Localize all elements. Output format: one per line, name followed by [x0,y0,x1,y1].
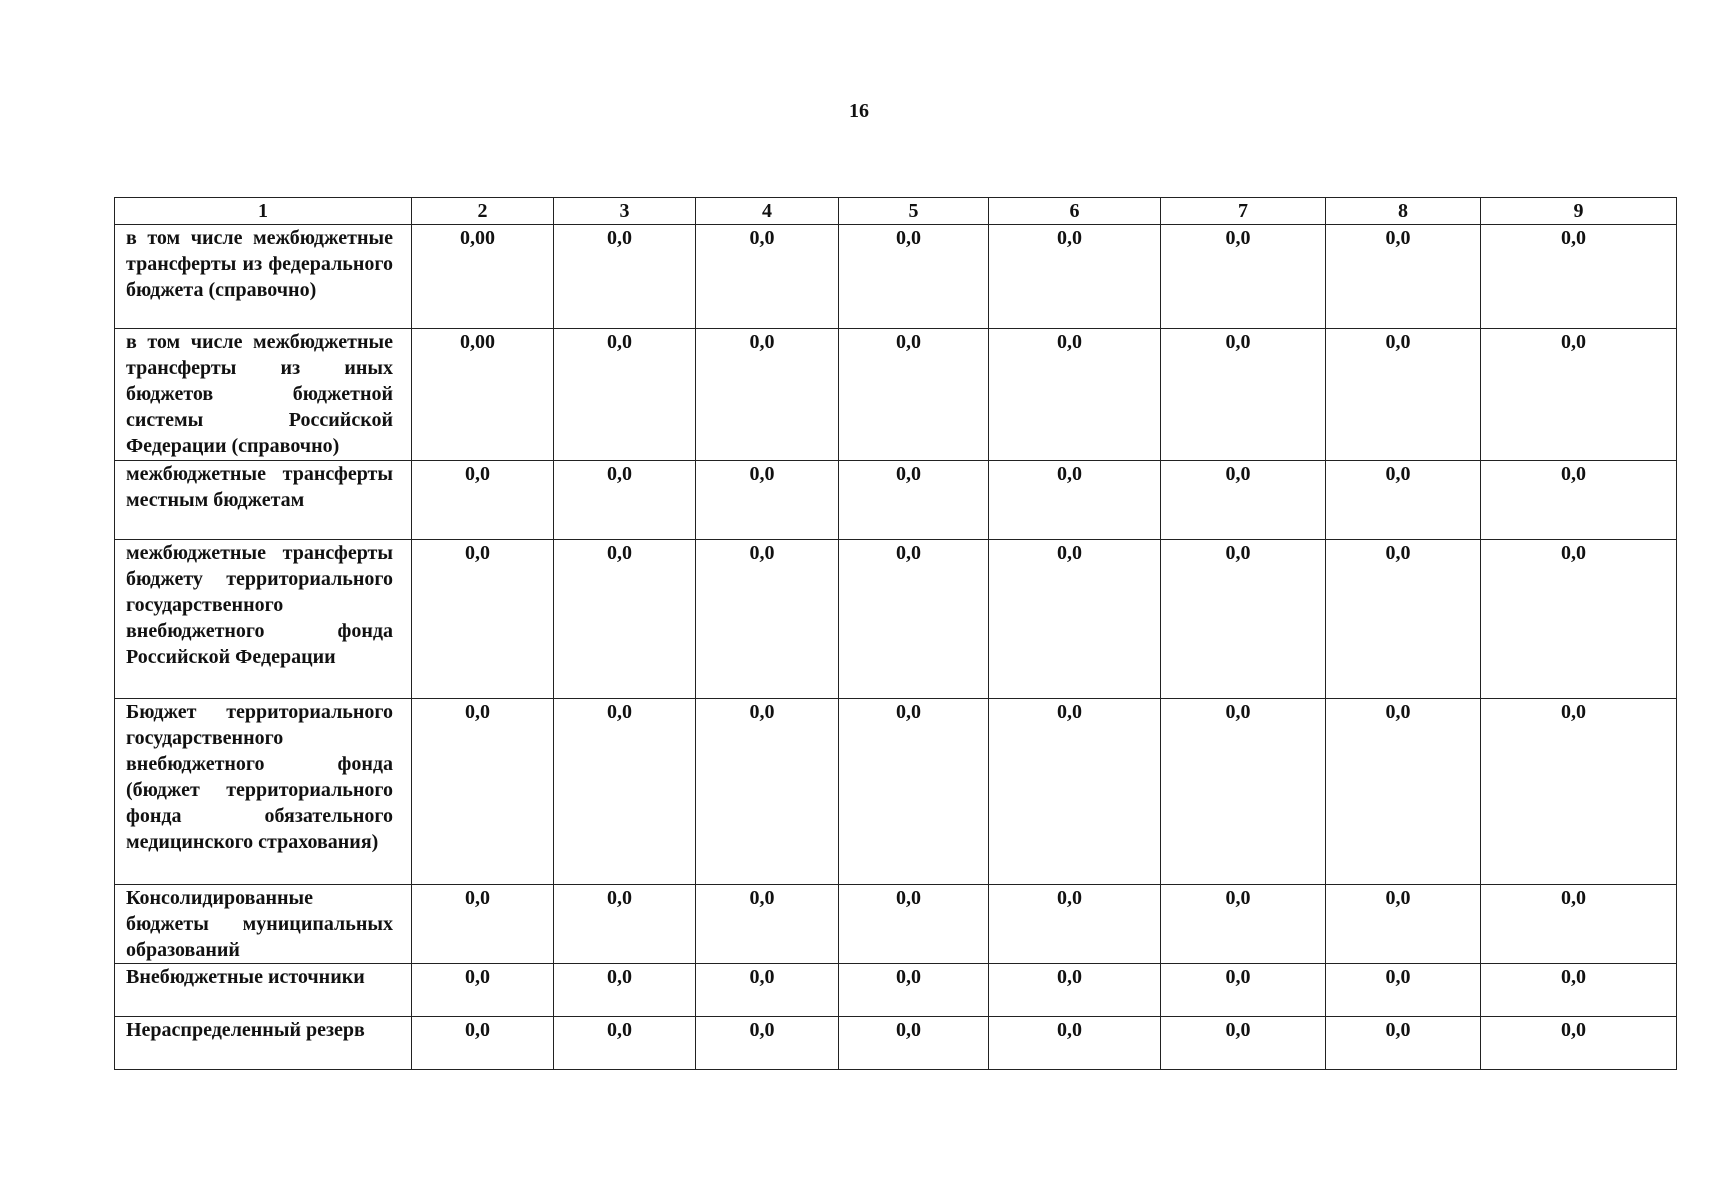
cell-value: 0,0 [896,463,921,485]
value-cell [696,1017,839,1070]
value-cell [1161,964,1326,1017]
value-cell [989,964,1161,1017]
cell-value: 0,0 [1385,966,1411,988]
cell-value: 0,0 [1561,227,1586,249]
cell-value: 0,0 [1225,227,1251,249]
value-cell [412,461,554,540]
row-label: Внебюджетные источники [115,964,412,1017]
row-label: в том числе межбюджетные трансферты из иных бюджетов бюджетной системы Российской Федерации (справочно) [115,329,412,461]
value-cell [696,329,839,461]
cell-value: 0,0 [1057,227,1082,249]
cell-value: 0,0 [1385,701,1411,723]
value-cell [1481,540,1677,699]
value-cell [839,461,989,540]
cell-value: 0,0 [607,1019,632,1041]
value-cell [1481,699,1677,885]
value-cell [554,699,696,885]
cell-value: 0,0 [896,331,921,353]
value-cell [412,699,554,885]
value-cell [1326,1017,1481,1070]
page-number: 16 [849,100,869,122]
value-cell [696,964,839,1017]
cell-value: 0,0 [1385,1019,1411,1041]
cell-value: 0,0 [896,1019,921,1041]
cell-value: 0,0 [896,227,921,249]
cell-value: 0,0 [749,331,775,353]
value-cell [1481,1017,1677,1070]
value-cell [412,885,554,964]
cell-value: 0,0 [1561,1019,1586,1041]
value-cell [1161,225,1326,329]
column-header: 6 [989,198,1161,225]
value-cell [1481,461,1677,540]
column-header: 3 [554,198,696,225]
value-cell [1481,964,1677,1017]
table-row [115,461,1677,540]
cell-value: 0,0 [1385,463,1411,485]
value-cell [412,1017,554,1070]
value-cell [412,225,554,329]
cell-value: 0,0 [749,887,775,909]
cell-value: 0,0 [1225,331,1251,353]
value-cell [696,885,839,964]
table-row [115,329,1677,461]
cell-value: 0,0 [896,542,921,564]
column-header: 9 [1481,198,1677,225]
row-label: межбюджетные трансферты местным бюджетам [115,461,412,540]
cell-value: 0,0 [1057,701,1082,723]
cell-value: 0,0 [607,542,632,564]
value-cell [696,540,839,699]
value-cell [989,1017,1161,1070]
value-cell [1326,885,1481,964]
value-cell [1326,461,1481,540]
table-row [115,1017,1677,1070]
cell-value: 0,0 [1561,966,1586,988]
value-cell [1326,699,1481,885]
value-cell [839,964,989,1017]
cell-value: 0,0 [1385,227,1411,249]
cell-value: 0,0 [1225,542,1251,564]
cell-value: 0,0 [896,701,921,723]
cell-value: 0,0 [1385,887,1411,909]
value-cell [696,699,839,885]
table-row [115,699,1677,885]
cell-value: 0,0 [749,966,775,988]
value-cell [1481,225,1677,329]
cell-value: 0,0 [465,542,490,564]
table-row [115,964,1677,1017]
value-cell [554,885,696,964]
cell-value: 0,0 [749,701,775,723]
table-row [115,540,1677,699]
value-cell [696,225,839,329]
value-cell [554,1017,696,1070]
value-cell [1161,1017,1326,1070]
value-cell [1161,461,1326,540]
value-cell [839,885,989,964]
value-cell [839,540,989,699]
cell-value: 0,0 [1561,701,1586,723]
table-row [115,885,1677,964]
value-cell [554,225,696,329]
cell-value: 0,0 [1057,542,1082,564]
cell-value: 0,0 [1225,966,1251,988]
table-row [115,225,1677,329]
cell-value: 0,0 [896,966,921,988]
value-cell [1161,885,1326,964]
cell-value: 0,0 [465,887,490,909]
cell-value: 0,0 [1561,542,1586,564]
value-cell [554,540,696,699]
value-cell [1326,964,1481,1017]
value-cell [412,540,554,699]
row-label: Консолидированные бюджеты муниципальных образований [115,885,412,964]
value-cell [412,329,554,461]
cell-value: 0,0 [465,463,490,485]
cell-value: 0,0 [1225,1019,1251,1041]
value-cell [554,461,696,540]
value-cell [1161,540,1326,699]
cell-value: 0,0 [1385,542,1411,564]
cell-value: 0,0 [465,1019,490,1041]
cell-value: 0,0 [1057,463,1082,485]
value-cell [989,699,1161,885]
cell-value: 0,00 [460,227,495,249]
cell-value: 0,0 [1057,1019,1082,1041]
value-cell [1481,329,1677,461]
value-cell [1481,885,1677,964]
cell-value: 0,0 [1057,966,1082,988]
cell-value: 0,0 [1385,331,1411,353]
cell-value: 0,0 [607,966,632,988]
cell-value: 0,0 [607,227,632,249]
column-header: 2 [412,198,554,225]
value-cell [989,461,1161,540]
value-cell [1326,225,1481,329]
value-cell [839,329,989,461]
table-body [115,225,1677,1070]
value-cell [839,1017,989,1070]
cell-value: 0,0 [749,463,775,485]
cell-value: 0,0 [749,542,775,564]
cell-value: 0,00 [460,331,495,353]
value-cell [696,461,839,540]
value-cell [554,964,696,1017]
row-label: в том числе межбюджетные трансферты из федерального бюджета (справочно) [115,225,412,329]
cell-value: 0,0 [749,227,775,249]
column-header: 8 [1326,198,1481,225]
cell-value: 0,0 [1057,331,1082,353]
row-label: межбюджетные трансферты бюджету территориального государственного внебюджетного фонда Российской Федерации [115,540,412,699]
value-cell [989,329,1161,461]
cell-value: 0,0 [465,966,490,988]
cell-value: 0,0 [896,887,921,909]
value-cell [989,540,1161,699]
value-cell [989,225,1161,329]
cell-value: 0,0 [607,331,632,353]
value-cell [554,329,696,461]
column-header: 4 [696,198,839,225]
cell-value: 0,0 [1561,463,1586,485]
value-cell [839,699,989,885]
row-label: Бюджет территориального государственного внебюджетного фонда (бюджет территориального фонда обязательного медицинского страхования) [115,699,412,885]
cell-value: 0,0 [1057,887,1082,909]
cell-value: 0,0 [1561,887,1586,909]
column-header: 5 [839,198,989,225]
cell-value: 0,0 [465,701,490,723]
value-cell [1161,699,1326,885]
value-cell [1161,329,1326,461]
cell-value: 0,0 [749,1019,775,1041]
header-row [115,198,1677,225]
value-cell [989,885,1161,964]
cell-value: 0,0 [607,463,632,485]
column-header: 7 [1161,198,1326,225]
cell-value: 0,0 [607,887,632,909]
cell-value: 0,0 [1561,331,1586,353]
value-cell [1326,329,1481,461]
value-cell [839,225,989,329]
cell-value: 0,0 [1225,887,1251,909]
cell-value: 0,0 [1225,463,1251,485]
value-cell [1326,540,1481,699]
budget-table [114,197,1677,1070]
cell-value: 0,0 [1225,701,1251,723]
column-header: 1 [115,198,412,225]
cell-value: 0,0 [607,701,632,723]
value-cell [412,964,554,1017]
row-label: Нераспределенный резерв [115,1017,412,1070]
